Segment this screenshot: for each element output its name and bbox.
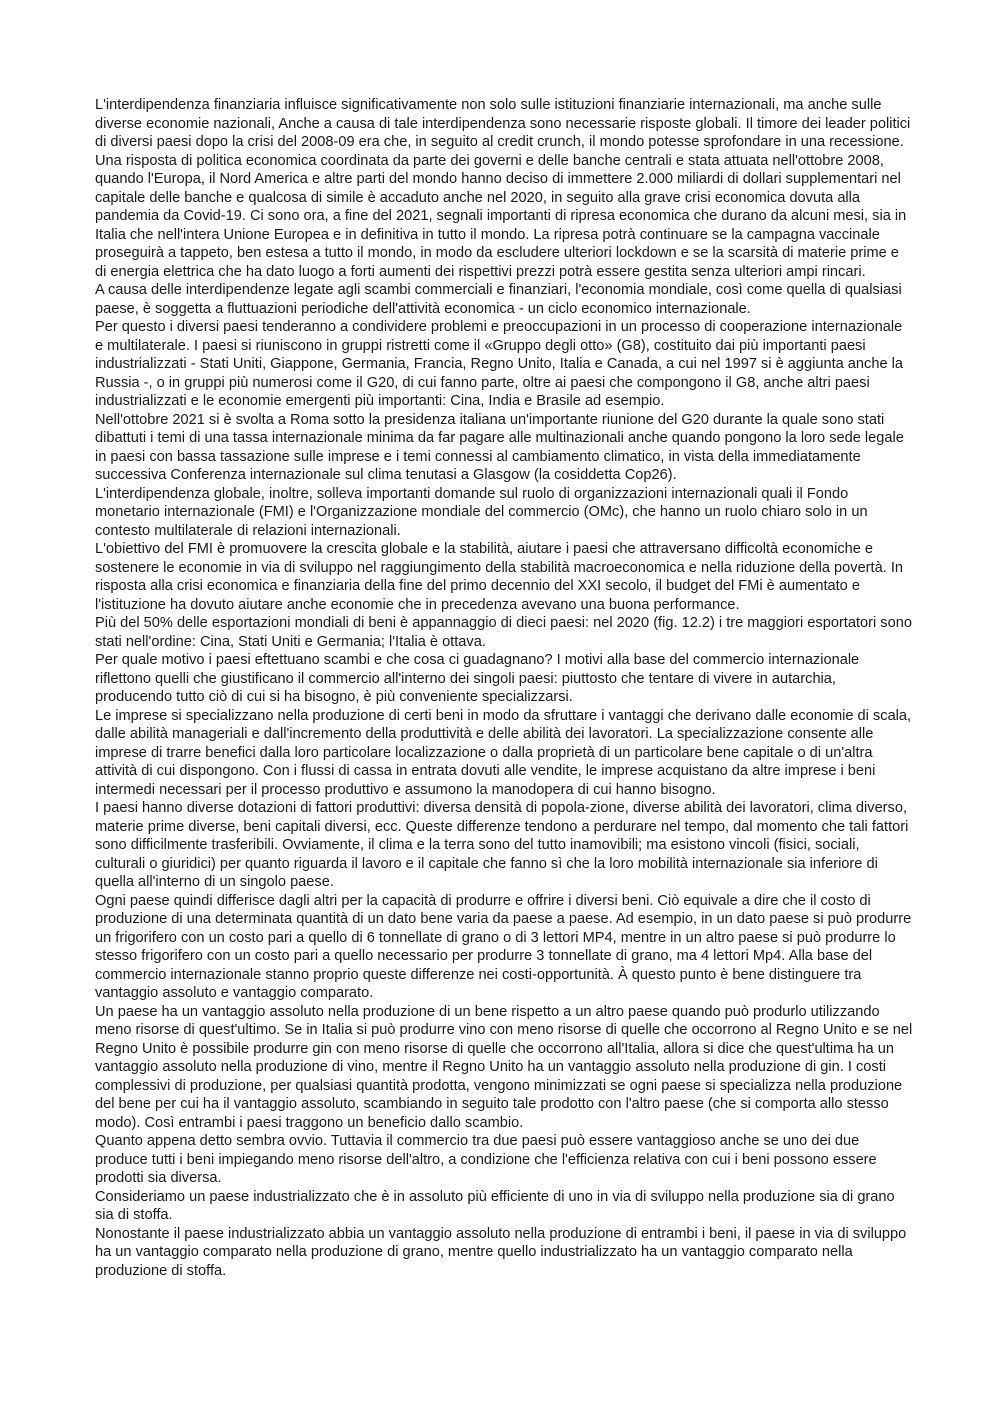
paragraph: Più del 50% delle esportazioni mondiali di beni è appannaggio di dieci paesi: nel 2020 (fig. 12.2) i tre maggiori esportatori sono stati nell'ordine: Cina, Stati Uniti e Germania; l'Italia è ottava. — [95, 615, 912, 650]
paragraph: Le imprese si specializzano nella produzione di certi beni in modo da sfruttare i vantaggi che derivano dalle economie di scala, dalle abilità manageriali e dall'incremento della produttività e delle abilità dei lavoratori. La specializzazione consente alle imprese di trarre benefici dalla loro particolare localizzazione o dalla proprietà di un particolare bene capitale o di un'altra attività di cui dispongono. Con i flussi di cassa in entrata dovuti alle vendite, le imprese acquistano da altre imprese i beni intermedi necessari per il processo produttivo e assumono la manodopera di cui hanno bisogno. — [95, 707, 912, 798]
paragraph: L'obiettivo del FMI è promuovere la crescita globale e la stabilità, aiutare i paesi che attraversano difficoltà economiche e sostenere le economie in via di sviluppo nel raggiungimento della stabilità macroeconomica e nella riduzione della povertà. In risposta alla crisi economica e finanziaria della fine del primo decennio del XXI secolo, il budget del FMi è aumentato e l'istituzione ha dovuto aiutare anche economie che in precedenza avevano una buona performance. — [95, 541, 903, 613]
paragraph: L'interdipendenza finanziaria influisce significativamente non solo sulle istituzioni finanziarie internazionali, ma anche sulle diverse economie nazionali, Anche a causa di tale interdipendenza sono necessarie risposte globali. Il timore dei leader politici di diversi paesi dopo la crisi del 2008-09 era che, in seguito al credit crunch, il mondo potesse sprofondare in una recessione. — [95, 97, 911, 150]
paragraph: Per quale motivo i paesi eftettuano scambi e che cosa ci guadagnano? I motivi alla base del commercio internazionale riflettono quelli che giustificano il commercio all'interno dei singoli paesi: piuttosto che tentare di vivere in autarchia, producendo tutto ciò di cui si ha bisogno, è più conveniente specializzarsi. — [95, 652, 860, 705]
paragraph: Quanto appena detto sembra ovvio. Tuttavia il commercio tra due paesi può essere vantaggioso anche se uno dei due produce tutti i beni impiegando meno risorse dell'altro, a condizione che l'efficienza relativa con cui i beni possono essere prodotti sia diversa. — [95, 1133, 877, 1186]
paragraph: A causa delle interdipendenze legate agli scambi commerciali e finanziari, l'economia mondiale, così come quella di qualsiasi paese, è soggetta a fluttuazioni periodiche dell'attività economica - un ciclo economico internazionale. — [95, 282, 902, 317]
paragraph: Ogni paese quindi differisce dagli altri per la capacità di produrre e offrire i diversi beni. Ciò equivale a dire che il costo di produzione di una determinata quantità di un dato bene varia da paese a paese. Ad esempio, in un dato paese si può produrre un frigorifero con un costo pari a quello di 6 tonnellate di grano o di 3 lettori MP4, mentre in un altro paese si può produrre lo stesso frigorifero con un costo pari a quello necessario per produrre 3 tonnellate di grano, ma 4 lettori Mp4. Alla base del commercio internazionale stanno proprio queste differenze nei costi-opportunità. À questo punto è bene distinguere tra vantaggio assoluto e vantaggio comparato. — [95, 892, 912, 1001]
paragraph: Un paese ha un vantaggio assoluto nella produzione di un bene rispetto a un altro paese quando può produrlo utilizzando meno risorse di quest'ultimo. Se in Italia si può produrre vino con meno risorse di quelle che occorrono al Regno Unito e se nel Regno Unito è possibile produrre gin con meno risorse di quelle che occorrono all'Italia, allora si dice che quest'ultima ha un vantaggio assoluto nella produzione di vino, mentre il Regno Unito ha un vantaggio assoluto nella produzione di gin. I costi complessivi di produzione, per qualsiasi quantità prodotta, vengono minimizzati se ogni paese si specializza nella produzione del bene per cui ha il vantaggio assoluto, scambiando in seguito tale prodotto con l'altro paese (che si comporta allo stesso modo). Così entrambi i paesi traggono un beneficio dallo scambio. — [95, 1003, 913, 1131]
paragraph: Nonostante il paese industrializzato abbia un vantaggio assoluto nella produzione di entrambi i beni, il paese in via di sviluppo ha un vantaggio comparato nella produzione di grano, mentre quello industrializzato ha un vantaggio comparato nella produzione di stoffa. — [95, 1225, 907, 1279]
paragraph: I paesi hanno diverse dotazioni di fattori produttivi: diversa densità di popola-zione, diverse abilità dei lavoratori, clima diverso, materie prime diverse, beni capitali diversi, ecc. Queste differenze tendono a perdurare nel tempo, dal momento che tali fattori sono difficilmente trasferibili. Ovviamente, il clima e la terra sono del tutto inamovibili; ma esistono vincoli (fisici, sociali, culturali o giuridici) per quanto riguarda il lavoro e il capitale che fanno sì che la loro mobilità internazionale sia inferiore di quella all'interno di un singolo paese. — [95, 800, 909, 890]
paragraph: Consideriamo un paese industrializzato che è in assoluto più efficiente di uno in via di sviluppo nella produzione sia di grano sia di stoffa. — [95, 1188, 895, 1223]
paragraph: L'interdipendenza globale, inoltre, solleva importanti domande sul ruolo di organizzazioni internazionali quali il Fondo monetario internazionale (FMI) e l'Organizzazione mondiale del commercio (OMc), che hanno un ruolo chiaro solo in un contesto multilaterale di relazioni internazionali. — [95, 485, 868, 539]
paragraph: Una risposta di politica economica coordinata da parte dei governi e delle banche centrali e stata attuata nell'ottobre 2008, quando l'Europa, il Nord America e altre parti del mondo hanno deciso di immettere 2.000 miliardi di dollari supplementari nel capitale delle banche e qualcosa di simile è accaduto anche nel 2020, in seguito alla grave crisi economica dovuta alla pandemia da Covid-19. Ci sono ora, a fine del 2021, segnali importanti di ripresa economica che durano da alcuni mesi, sia in Italia che nell'intera Unione Europea e in definitiva in tutto il mondo. La ripresa potrà continuare se la campagna vaccinale proseguirà a tappeto, ben estesa a tutto il mondo, in modo da escludere ulteriori lockdown e se la scarsità di materie prime e di energia elettrica che ha dato luogo a forti aumenti dei rispettivi prezzi potrà essere gestita senza ulteriori ampi rincari. — [95, 152, 907, 280]
paragraph: Per questo i diversi paesi tenderanno a condividere problemi e preoccupazioni in un processo di cooperazione internazionale e multilaterale. I paesi si riuniscono in gruppi ristretti come il «Gruppo degli otto» (G8), costituito dai più importanti paesi industrializzati - Stati Uniti, Giappone, Germania, Francia, Regno Unito, Italia e Canada, a cui nel 1997 si è aggiunta anche la Russia -, o in gruppi più numerosi come il G20, di cui fanno parte, oltre ai paesi che compongono il G8, anche altri paesi industrializzati e le economie emergenti più importanti: Cina, India e Brasile ad esempio. — [95, 319, 903, 409]
paragraph: Nell'ottobre 2021 si è svolta a Roma sotto la presidenza italiana un'importante riunione del G20 durante la quale sono stati dibattuti i temi di una tassa internazionale minima da far pagare alle multinazionali anche quando pongono la loro sede legale in paesi con bassa tassazione sulle imprese e i temi connessi al cambiamento climatico, in vista della immediatamente successiva Conferenza internazionale sul clima tenutasi a Glasgow (la cosiddetta Cop26). — [95, 411, 904, 483]
document-page — [95, 96, 913, 1280]
